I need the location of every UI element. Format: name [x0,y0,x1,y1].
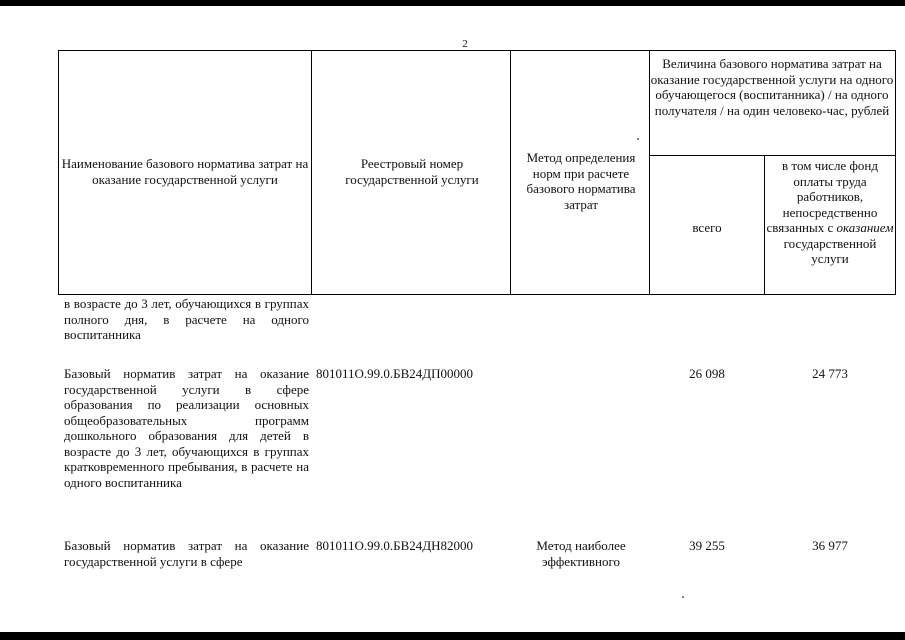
scan-speck [682,596,684,598]
row-method: Метод наиболее эффективного [536,538,626,569]
row-payroll-fund: 24 773 [812,366,848,381]
header-name: Наименование базового норматива затрат на оказание государственной услуги [61,156,309,187]
header-payroll-fund-text-2: государственной услуги [783,235,877,266]
scan-border-top [0,0,905,6]
header-method: Метод определения норм при расчете базового норматива затрат [526,150,636,212]
header-total: всего [692,220,722,235]
row-total: 26 098 [689,366,725,381]
header-payroll-fund-text-em: оказанием [836,220,894,235]
row-name: в возрасте до 3 лет, обучающихся в группах полного дня, в расчете на одного воспитанника [64,296,309,342]
header-payroll-fund-text-1: в том числе фонд оплаты труда работников, непосредственно связанных с [766,158,878,235]
row-registry-number: 801011О.99.0.БВ24ДП00000 [316,366,474,381]
header-payroll-fund [766,158,894,267]
scan-speck [637,138,639,140]
scan-border-bottom [0,632,905,640]
header-registry-number: Реестровый номер государственной услуги [345,156,479,187]
row-payroll-fund: 36 977 [812,538,848,553]
row-name: Базовый норматив затрат на оказание государственной услуги в сфере образования по реализации основных общеобразовательных программ дошкольного образования для детей в возрасте до 3 лет, обучающихся в группах кратковременного пребывания, в расчете на одного воспитанника [64,366,309,490]
row-total: 39 255 [689,538,725,553]
page-number: 2 [462,38,468,50]
header-base-norm-value: Величина базового норматива затрат на оказание государственной услуги на одного обучающегося (воспитанника) / на одного получателя / на один человеко-час, рублей [650,56,894,118]
row-registry-number: 801011О.99.0.БВ24ДН82000 [316,538,474,553]
row-name: Базовый норматив затрат на оказание государственной услуги в сфере [64,538,309,569]
